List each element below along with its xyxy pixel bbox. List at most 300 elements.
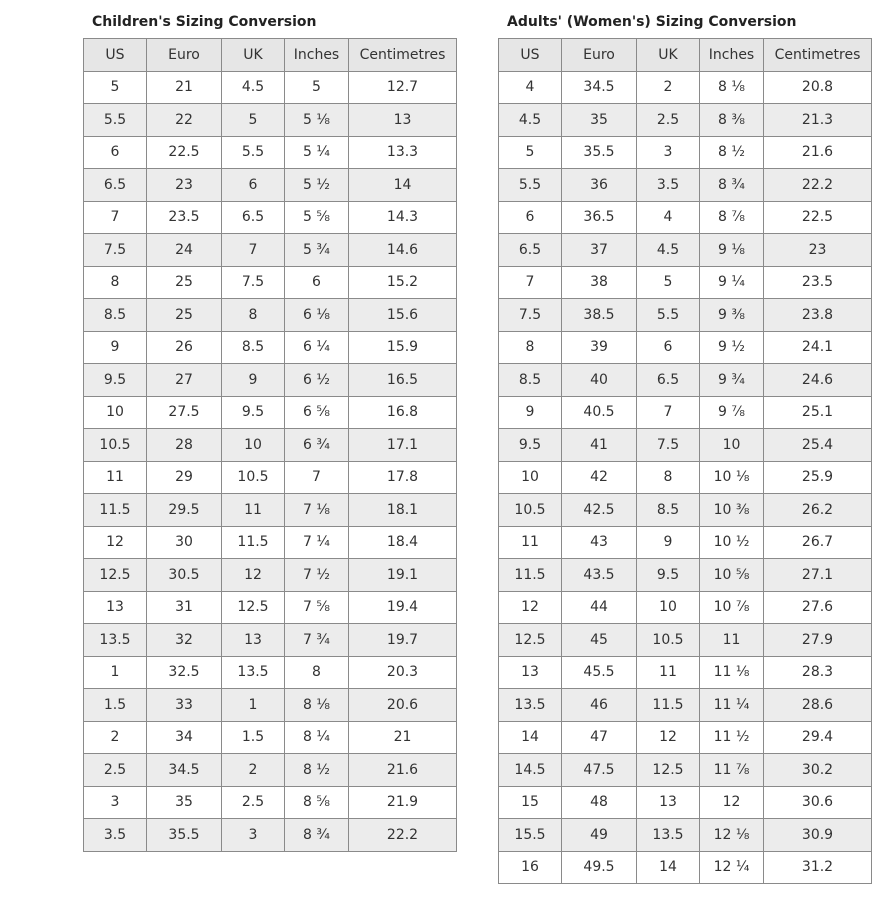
table-row [84, 689, 457, 722]
table-row [84, 396, 457, 429]
cell-inches: 6 ⅝ [285, 396, 349, 429]
cell-euro: 29.5 [147, 494, 222, 527]
cell-euro: 28 [147, 429, 222, 462]
table-row [84, 169, 457, 202]
cell-uk: 8.5 [222, 331, 285, 364]
cell-us: 2.5 [84, 754, 147, 787]
cell-us: 1 [84, 656, 147, 689]
cell-inches: 9 ⅜ [700, 299, 764, 332]
cell-euro: 37 [562, 234, 637, 267]
cell-centimetres: 19.7 [349, 624, 457, 657]
cell-us: 12 [499, 591, 562, 624]
cell-inches: 8 ⅝ [285, 786, 349, 819]
cell-centimetres: 18.4 [349, 526, 457, 559]
table-row [499, 429, 872, 462]
table-row [499, 299, 872, 332]
cell-us: 16 [499, 851, 562, 884]
cell-inches: 10 ⅞ [700, 591, 764, 624]
cell-inches: 7 ⅝ [285, 591, 349, 624]
table-row [499, 819, 872, 852]
cell-us: 11.5 [499, 559, 562, 592]
table-row [84, 526, 457, 559]
cell-us: 5 [84, 71, 147, 104]
table-row [499, 104, 872, 137]
cell-centimetres: 21.6 [764, 136, 872, 169]
cell-centimetres: 17.8 [349, 461, 457, 494]
cell-inches: 10 ½ [700, 526, 764, 559]
cell-centimetres: 16.8 [349, 396, 457, 429]
cell-us: 9 [499, 396, 562, 429]
cell-centimetres: 22.5 [764, 201, 872, 234]
cell-centimetres: 23.8 [764, 299, 872, 332]
cell-us: 11 [84, 461, 147, 494]
cell-euro: 42.5 [562, 494, 637, 527]
cell-us: 5.5 [499, 169, 562, 202]
cell-centimetres: 22.2 [764, 169, 872, 202]
cell-centimetres: 13.3 [349, 136, 457, 169]
cell-euro: 24 [147, 234, 222, 267]
cell-us: 9 [84, 331, 147, 364]
cell-uk: 6.5 [637, 364, 700, 397]
cell-inches: 5 ⅛ [285, 104, 349, 137]
cell-centimetres: 24.6 [764, 364, 872, 397]
cell-euro: 47 [562, 721, 637, 754]
cell-inches: 6 ¼ [285, 331, 349, 364]
cell-uk: 6 [222, 169, 285, 202]
table-row [84, 331, 457, 364]
cell-euro: 49 [562, 819, 637, 852]
cell-centimetres: 20.8 [764, 71, 872, 104]
cell-centimetres: 24.1 [764, 331, 872, 364]
cell-us: 6 [499, 201, 562, 234]
cell-centimetres: 25.1 [764, 396, 872, 429]
cell-centimetres: 17.1 [349, 429, 457, 462]
cell-centimetres: 22.2 [349, 819, 457, 852]
cell-inches: 10 ⅝ [700, 559, 764, 592]
cell-us: 7 [499, 266, 562, 299]
cell-uk: 5 [637, 266, 700, 299]
cell-uk: 7 [222, 234, 285, 267]
cell-inches: 8 ½ [700, 136, 764, 169]
cell-euro: 38.5 [562, 299, 637, 332]
cell-uk: 2 [222, 754, 285, 787]
cell-uk: 3 [222, 819, 285, 852]
table-row [84, 786, 457, 819]
cell-us: 10 [84, 396, 147, 429]
table-row [84, 656, 457, 689]
cell-us: 5.5 [84, 104, 147, 137]
cell-euro: 45 [562, 624, 637, 657]
cell-euro: 39 [562, 331, 637, 364]
cell-centimetres: 13 [349, 104, 457, 137]
column-header-centimetres: Centimetres [764, 39, 872, 72]
cell-us: 13 [499, 656, 562, 689]
cell-euro: 23.5 [147, 201, 222, 234]
cell-centimetres: 30.9 [764, 819, 872, 852]
cell-uk: 4.5 [637, 234, 700, 267]
table-row [84, 559, 457, 592]
cell-us: 4 [499, 71, 562, 104]
table-row [84, 266, 457, 299]
cell-inches: 9 ⅛ [700, 234, 764, 267]
cell-inches: 6 [285, 266, 349, 299]
cell-euro: 34.5 [147, 754, 222, 787]
cell-euro: 43.5 [562, 559, 637, 592]
column-header-euro: Euro [562, 39, 637, 72]
cell-euro: 35 [562, 104, 637, 137]
table-row [499, 169, 872, 202]
children-sizing-section [83, 12, 457, 852]
cell-uk: 10.5 [222, 461, 285, 494]
cell-inches: 9 ¼ [700, 266, 764, 299]
cell-inches: 7 ⅛ [285, 494, 349, 527]
cell-us: 7 [84, 201, 147, 234]
cell-us: 6.5 [84, 169, 147, 202]
cell-centimetres: 30.6 [764, 786, 872, 819]
table-row [499, 786, 872, 819]
cell-euro: 30 [147, 526, 222, 559]
cell-uk: 2.5 [637, 104, 700, 137]
table-row [499, 396, 872, 429]
cell-euro: 26 [147, 331, 222, 364]
table-row [499, 266, 872, 299]
cell-inches: 6 ¾ [285, 429, 349, 462]
cell-euro: 40.5 [562, 396, 637, 429]
cell-euro: 49.5 [562, 851, 637, 884]
cell-uk: 6 [637, 331, 700, 364]
adults-table-title: Adults' (Women's) Sizing Conversion [507, 14, 797, 30]
cell-inches: 8 ⅞ [700, 201, 764, 234]
cell-uk: 13.5 [222, 656, 285, 689]
cell-inches: 11 ⅛ [700, 656, 764, 689]
cell-euro: 32.5 [147, 656, 222, 689]
table-row [499, 624, 872, 657]
cell-inches: 7 ¼ [285, 526, 349, 559]
cell-uk: 4.5 [222, 71, 285, 104]
cell-euro: 22 [147, 104, 222, 137]
cell-euro: 44 [562, 591, 637, 624]
cell-inches: 6 ½ [285, 364, 349, 397]
column-header-euro: Euro [147, 39, 222, 72]
cell-inches: 8 ¼ [285, 721, 349, 754]
cell-centimetres: 12.7 [349, 71, 457, 104]
adults-sizing-section [498, 12, 872, 884]
table-header-row [84, 39, 457, 72]
table-row [499, 494, 872, 527]
cell-us: 6.5 [499, 234, 562, 267]
children-sizing-table [83, 38, 457, 852]
cell-euro: 21 [147, 71, 222, 104]
cell-centimetres: 26.7 [764, 526, 872, 559]
cell-uk: 11 [637, 656, 700, 689]
cell-us: 7.5 [84, 234, 147, 267]
cell-us: 13.5 [499, 689, 562, 722]
cell-us: 11.5 [84, 494, 147, 527]
cell-uk: 12 [637, 721, 700, 754]
cell-us: 5 [499, 136, 562, 169]
cell-uk: 10 [637, 591, 700, 624]
cell-centimetres: 28.6 [764, 689, 872, 722]
cell-inches: 10 ⅛ [700, 461, 764, 494]
cell-us: 12.5 [499, 624, 562, 657]
adults-sizing-table [498, 38, 872, 884]
cell-centimetres: 19.4 [349, 591, 457, 624]
cell-inches: 9 ⅞ [700, 396, 764, 429]
cell-centimetres: 23.5 [764, 266, 872, 299]
cell-inches: 5 ⅝ [285, 201, 349, 234]
cell-centimetres: 20.3 [349, 656, 457, 689]
cell-centimetres: 15.6 [349, 299, 457, 332]
cell-centimetres: 27.6 [764, 591, 872, 624]
table-row [84, 364, 457, 397]
cell-uk: 8 [637, 461, 700, 494]
cell-uk: 8 [222, 299, 285, 332]
table-row [499, 689, 872, 722]
cell-us: 7.5 [499, 299, 562, 332]
table-row [499, 721, 872, 754]
cell-us: 13 [84, 591, 147, 624]
cell-centimetres: 20.6 [349, 689, 457, 722]
column-header-uk: UK [637, 39, 700, 72]
cell-inches: 6 ⅛ [285, 299, 349, 332]
cell-us: 8 [84, 266, 147, 299]
cell-centimetres: 21 [349, 721, 457, 754]
table-row [499, 461, 872, 494]
table-row [84, 136, 457, 169]
cell-inches: 11 ¼ [700, 689, 764, 722]
cell-us: 15.5 [499, 819, 562, 852]
cell-uk: 8.5 [637, 494, 700, 527]
cell-us: 6 [84, 136, 147, 169]
cell-inches: 11 [700, 624, 764, 657]
cell-uk: 9.5 [637, 559, 700, 592]
cell-us: 10.5 [499, 494, 562, 527]
cell-uk: 1 [222, 689, 285, 722]
cell-us: 13.5 [84, 624, 147, 657]
cell-inches: 5 ¾ [285, 234, 349, 267]
cell-inches: 11 ½ [700, 721, 764, 754]
cell-uk: 12.5 [637, 754, 700, 787]
cell-euro: 23 [147, 169, 222, 202]
cell-inches: 7 ¾ [285, 624, 349, 657]
cell-euro: 32 [147, 624, 222, 657]
cell-euro: 35.5 [562, 136, 637, 169]
cell-uk: 10 [222, 429, 285, 462]
cell-euro: 36.5 [562, 201, 637, 234]
cell-us: 11 [499, 526, 562, 559]
table-row [499, 851, 872, 884]
cell-centimetres: 21.3 [764, 104, 872, 137]
cell-uk: 12 [222, 559, 285, 592]
cell-uk: 11.5 [637, 689, 700, 722]
cell-centimetres: 14 [349, 169, 457, 202]
table-row [499, 71, 872, 104]
cell-inches: 10 [700, 429, 764, 462]
cell-us: 2 [84, 721, 147, 754]
cell-us: 3 [84, 786, 147, 819]
cell-inches: 8 ½ [285, 754, 349, 787]
cell-euro: 22.5 [147, 136, 222, 169]
cell-euro: 36 [562, 169, 637, 202]
cell-uk: 3 [637, 136, 700, 169]
cell-inches: 10 ⅜ [700, 494, 764, 527]
cell-us: 8.5 [499, 364, 562, 397]
cell-uk: 5.5 [637, 299, 700, 332]
cell-centimetres: 16.5 [349, 364, 457, 397]
children-table-title: Children's Sizing Conversion [92, 14, 317, 30]
cell-euro: 41 [562, 429, 637, 462]
cell-us: 9.5 [499, 429, 562, 462]
column-header-us: US [499, 39, 562, 72]
cell-centimetres: 27.9 [764, 624, 872, 657]
table-row [84, 591, 457, 624]
table-row [499, 234, 872, 267]
cell-inches: 8 ⅛ [285, 689, 349, 722]
column-header-inches: Inches [285, 39, 349, 72]
table-row [84, 721, 457, 754]
cell-centimetres: 31.2 [764, 851, 872, 884]
table-row [84, 201, 457, 234]
cell-euro: 43 [562, 526, 637, 559]
cell-centimetres: 21.6 [349, 754, 457, 787]
column-header-uk: UK [222, 39, 285, 72]
cell-euro: 42 [562, 461, 637, 494]
cell-inches: 5 ¼ [285, 136, 349, 169]
cell-centimetres: 26.2 [764, 494, 872, 527]
cell-centimetres: 25.9 [764, 461, 872, 494]
cell-inches: 7 ½ [285, 559, 349, 592]
cell-uk: 5 [222, 104, 285, 137]
cell-us: 8 [499, 331, 562, 364]
cell-us: 8.5 [84, 299, 147, 332]
cell-centimetres: 27.1 [764, 559, 872, 592]
cell-uk: 7.5 [637, 429, 700, 462]
table-row [499, 559, 872, 592]
cell-uk: 10.5 [637, 624, 700, 657]
cell-euro: 27 [147, 364, 222, 397]
column-header-us: US [84, 39, 147, 72]
cell-centimetres: 28.3 [764, 656, 872, 689]
cell-inches: 12 ⅛ [700, 819, 764, 852]
cell-centimetres: 14.6 [349, 234, 457, 267]
cell-centimetres: 18.1 [349, 494, 457, 527]
cell-uk: 13 [222, 624, 285, 657]
cell-euro: 31 [147, 591, 222, 624]
cell-euro: 30.5 [147, 559, 222, 592]
cell-uk: 4 [637, 201, 700, 234]
table-row [84, 494, 457, 527]
cell-uk: 13 [637, 786, 700, 819]
table-header-row [499, 39, 872, 72]
table-row [84, 429, 457, 462]
cell-euro: 27.5 [147, 396, 222, 429]
cell-inches: 8 ¾ [285, 819, 349, 852]
cell-euro: 45.5 [562, 656, 637, 689]
cell-us: 9.5 [84, 364, 147, 397]
cell-us: 14.5 [499, 754, 562, 787]
cell-uk: 9.5 [222, 396, 285, 429]
cell-uk: 2.5 [222, 786, 285, 819]
cell-centimetres: 15.9 [349, 331, 457, 364]
cell-inches: 12 [700, 786, 764, 819]
cell-uk: 7 [637, 396, 700, 429]
cell-euro: 25 [147, 299, 222, 332]
cell-inches: 8 ¾ [700, 169, 764, 202]
cell-euro: 29 [147, 461, 222, 494]
cell-centimetres: 23 [764, 234, 872, 267]
cell-inches: 9 ¾ [700, 364, 764, 397]
cell-inches: 11 ⅞ [700, 754, 764, 787]
cell-inches: 5 ½ [285, 169, 349, 202]
table-row [499, 331, 872, 364]
cell-centimetres: 14.3 [349, 201, 457, 234]
cell-us: 15 [499, 786, 562, 819]
cell-uk: 7.5 [222, 266, 285, 299]
cell-inches: 8 ⅛ [700, 71, 764, 104]
cell-uk: 12.5 [222, 591, 285, 624]
cell-centimetres: 30.2 [764, 754, 872, 787]
cell-euro: 38 [562, 266, 637, 299]
table-row [499, 526, 872, 559]
cell-uk: 3.5 [637, 169, 700, 202]
table-row [499, 136, 872, 169]
table-row [499, 656, 872, 689]
table-row [84, 234, 457, 267]
cell-uk: 13.5 [637, 819, 700, 852]
table-row [499, 201, 872, 234]
cell-euro: 48 [562, 786, 637, 819]
cell-centimetres: 15.2 [349, 266, 457, 299]
cell-us: 3.5 [84, 819, 147, 852]
cell-euro: 33 [147, 689, 222, 722]
cell-inches: 8 ⅜ [700, 104, 764, 137]
cell-euro: 34 [147, 721, 222, 754]
cell-us: 14 [499, 721, 562, 754]
cell-uk: 11 [222, 494, 285, 527]
table-row [84, 104, 457, 137]
cell-us: 1.5 [84, 689, 147, 722]
table-row [84, 624, 457, 657]
cell-us: 10.5 [84, 429, 147, 462]
table-row [84, 461, 457, 494]
cell-inches: 12 ¼ [700, 851, 764, 884]
cell-us: 10 [499, 461, 562, 494]
cell-euro: 35.5 [147, 819, 222, 852]
cell-centimetres: 25.4 [764, 429, 872, 462]
table-row [499, 591, 872, 624]
cell-uk: 9 [637, 526, 700, 559]
table-row [84, 754, 457, 787]
cell-centimetres: 29.4 [764, 721, 872, 754]
cell-uk: 14 [637, 851, 700, 884]
cell-uk: 11.5 [222, 526, 285, 559]
table-row [499, 364, 872, 397]
table-row [84, 71, 457, 104]
cell-centimetres: 19.1 [349, 559, 457, 592]
cell-centimetres: 21.9 [349, 786, 457, 819]
column-header-centimetres: Centimetres [349, 39, 457, 72]
cell-us: 12 [84, 526, 147, 559]
cell-euro: 47.5 [562, 754, 637, 787]
table-row [499, 754, 872, 787]
cell-uk: 1.5 [222, 721, 285, 754]
cell-inches: 5 [285, 71, 349, 104]
cell-uk: 9 [222, 364, 285, 397]
cell-us: 12.5 [84, 559, 147, 592]
cell-euro: 46 [562, 689, 637, 722]
cell-euro: 34.5 [562, 71, 637, 104]
cell-us: 4.5 [499, 104, 562, 137]
